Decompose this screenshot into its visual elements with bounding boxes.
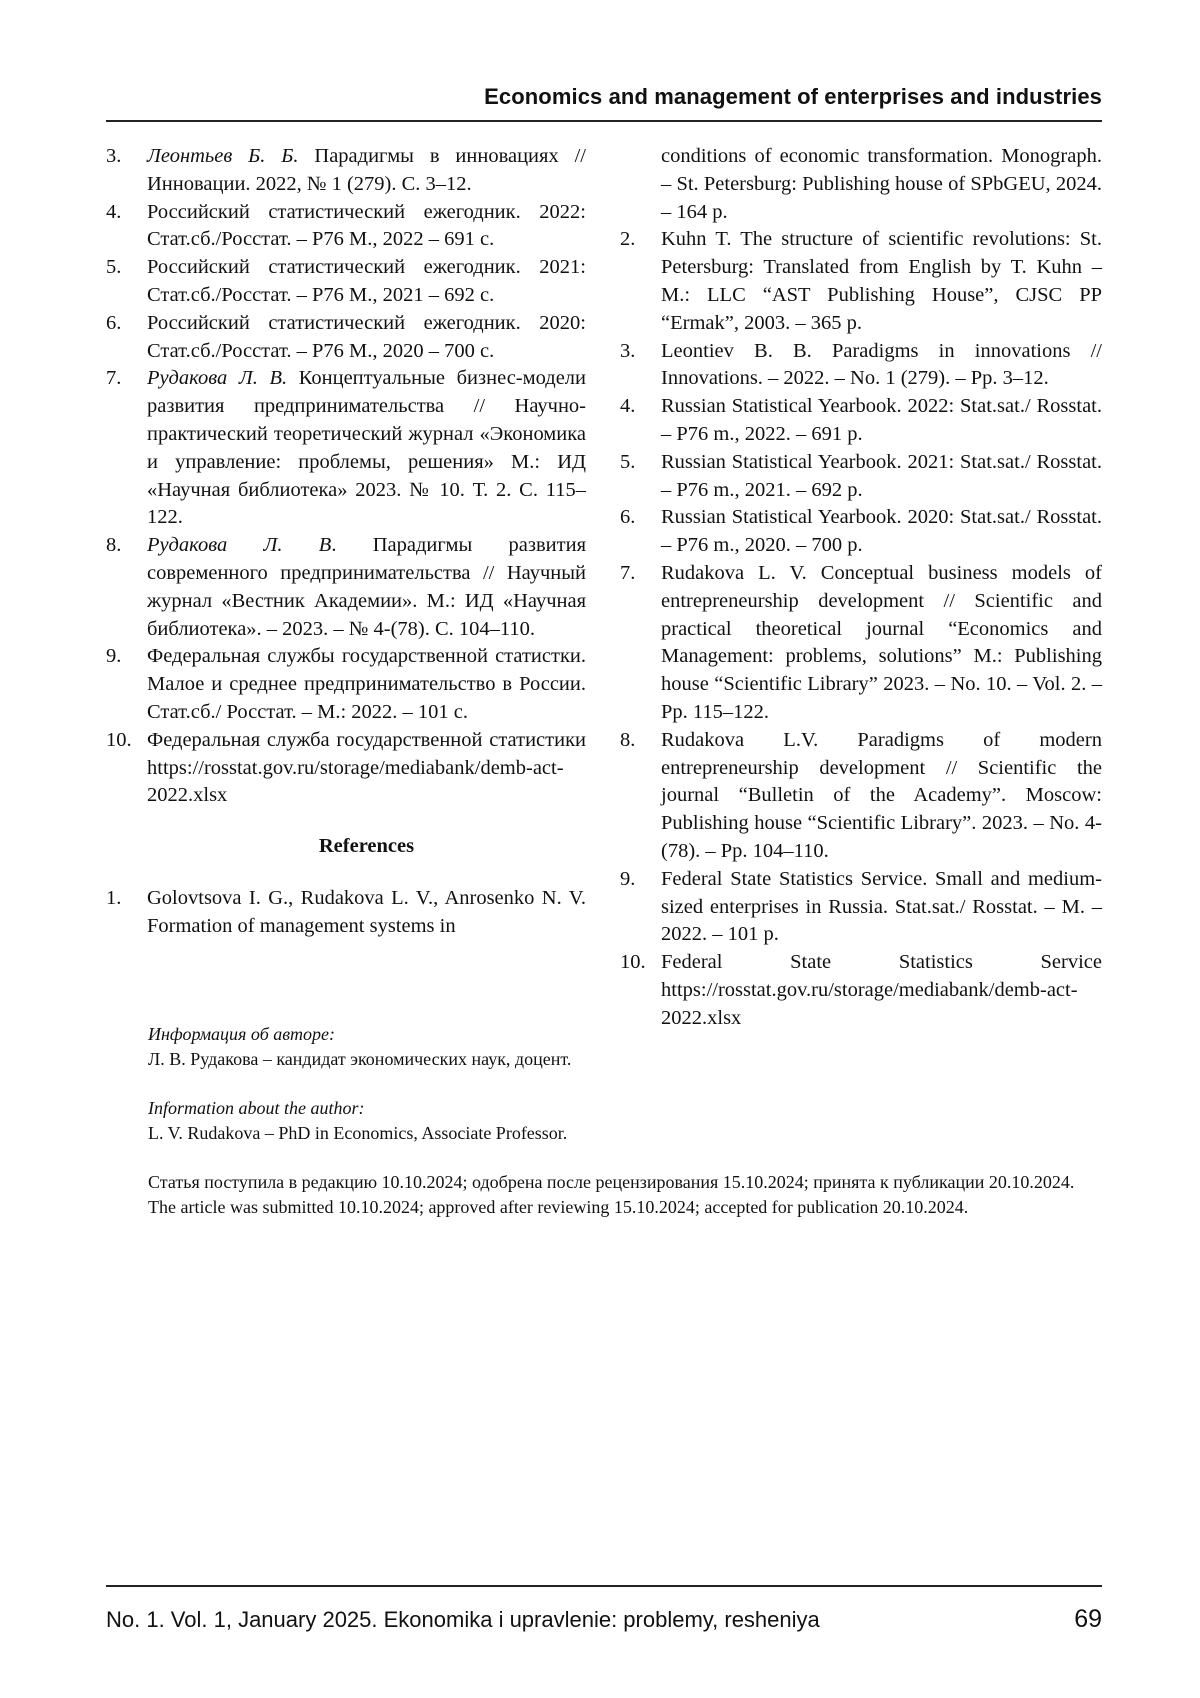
reference-text: Российский статистический ежегодник. 2022: Стат.сб./Росстат. – Р76 М., 2022 – 691 с. <box>147 201 586 251</box>
russian-reference-item <box>106 365 586 532</box>
russian-reference-item <box>106 254 586 310</box>
issue-info: No. 1. Vol. 1, January 2025. Ekonomika i upravlenie: problemy, resheniya <box>106 1607 820 1633</box>
reference-number: 5. <box>106 254 121 282</box>
reference-text: conditions of economic transformation. Monograph. – St. Petersburg: Publishing house of SPbGEU, 2024. – 164 p. <box>661 145 1102 223</box>
reference-text: Golovtsova I. G., Rudakova L. V., Anrosenko N. V. Formation of management systems in <box>147 887 586 937</box>
running-header <box>106 82 1102 122</box>
reference-number: 5. <box>620 449 635 477</box>
english-reference-item <box>620 226 1102 337</box>
reference-number: 3. <box>620 338 635 366</box>
reference-number: 3. <box>106 143 121 171</box>
reference-text: Rudakova L. V. Conceptual business models of entrepreneurship development // Scientific and practical theoretical journal “Economics and Management: problems, solutions” M.: Publishing house “Scientific Library” 2023. – No. 10. – Vol. 2. – Pp. 115–122. <box>661 562 1102 723</box>
reference-number: 1. <box>106 885 121 913</box>
article-dates-russian: Статья поступила в редакцию 10.10.2024; одобрена после рецензирования 15.10.2024; принята к публикации 20.10.2024. <box>148 1170 1102 1195</box>
english-reference-item <box>106 885 586 941</box>
reference-number: 7. <box>106 365 121 393</box>
journal-section-title: Economics and management of enterprises and industries <box>484 84 1102 110</box>
english-reference-item <box>620 449 1102 505</box>
running-footer <box>106 1585 1102 1641</box>
reference-author: Рудакова Л. В. <box>147 367 287 389</box>
author-info-label: Information about the author: <box>148 1096 1102 1121</box>
reference-number: 9. <box>620 866 635 894</box>
english-reference-item <box>620 727 1102 866</box>
references-heading: References <box>106 833 586 861</box>
reference-text: Федеральная служба государственной статистики https://rosstat.gov.ru/storage/mediabank/demb-act-2022.xlsx <box>147 729 586 807</box>
left-column <box>106 143 586 941</box>
english-reference-item <box>620 866 1102 949</box>
english-reference-item <box>620 393 1102 449</box>
russian-reference-item <box>106 310 586 366</box>
reference-text: Federal State Statistics Service https://rosstat.gov.ru/storage/mediabank/demb-act-2022.xlsx <box>661 951 1102 1029</box>
english-reference-item <box>620 338 1102 394</box>
reference-text: Парадигмы в инновациях // Инновации. 2022, № 1 (279). С. 3–12. <box>147 145 586 195</box>
english-reference-continuation <box>620 143 1102 226</box>
reference-number: 6. <box>620 504 635 532</box>
reference-text: Russian Statistical Yearbook. 2022: Stat.sat./ Rosstat. – P76 m., 2022. – 691 p. <box>661 395 1102 445</box>
reference-text: Russian Statistical Yearbook. 2021: Stat.sat./ Rosstat. – P76 m., 2021. – 692 p. <box>661 451 1102 501</box>
russian-reference-item <box>106 727 586 810</box>
right-column <box>620 143 1102 1033</box>
author-info-text: L. V. Rudakova – PhD in Economics, Associate Professor. <box>148 1121 1102 1146</box>
reference-text: Kuhn T. The structure of scientific revolutions: St. Petersburg: Translated from English by T. Kuhn – M.: LLC “AST Publishing House”, CJSC PP “Ermak”, 2003. – 365 p. <box>661 228 1102 333</box>
russian-reference-item <box>106 532 586 643</box>
reference-text: Российский статистический ежегодник. 2021: Стат.сб./Росстат. – Р76 М., 2021 – 692 с. <box>147 256 586 306</box>
russian-reference-item <box>106 199 586 255</box>
page-number: 69 <box>1074 1605 1102 1634</box>
article-dates-english: The article was submitted 10.10.2024; approved after reviewing 15.10.2024; accepted for publication 20.10.2024. <box>148 1195 1102 1220</box>
english-reference-item <box>620 504 1102 560</box>
reference-number: 4. <box>106 199 121 227</box>
article-dates <box>148 1170 1102 1220</box>
reference-text: Концептуальные бизнес-модели развития предпринимательства // Научно-практический теоретический журнал «Экономика и управление: проблемы, решения» М.: ИД «Научная библиотека» 2023. № 10. Т. 2. С. 115–122. <box>147 367 586 528</box>
english-reference-item <box>620 949 1102 1032</box>
russian-reference-item <box>106 143 586 199</box>
author-info-text: Л. В. Рудакова – кандидат экономических наук, доцент. <box>148 1047 1102 1072</box>
reference-number: 10. <box>620 949 646 977</box>
reference-text: Russian Statistical Yearbook. 2020: Stat.sat./ Rosstat. – P76 m., 2020. – 700 p. <box>661 506 1102 556</box>
reference-text: Федеральная службы государственной статистки. Малое и среднее предпринимательство в России. Стат.сб./ Росстат. – М.: 2022. – 101 с. <box>147 645 586 723</box>
reference-number: 2. <box>620 226 635 254</box>
reference-number: 8. <box>106 532 121 560</box>
reference-text: Federal State Statistics Service. Small and medium-sized enterprises in Russia. Stat.sat./ Rosstat. – M. – 2022. – 101 p. <box>661 868 1102 946</box>
author-info-label: Информация об авторе: <box>148 1022 1102 1047</box>
reference-number: 10. <box>106 727 132 755</box>
reference-number: 6. <box>106 310 121 338</box>
reference-text: . Парадигмы развития современного предпринимательства // Научный журнал «Вестник Академии». М.: ИД «Научная библиотека». – 2023. – № 4-(78). С. 104–110. <box>147 534 586 639</box>
reference-number: 7. <box>620 560 635 588</box>
english-reference-item <box>620 560 1102 727</box>
reference-number: 8. <box>620 727 635 755</box>
reference-number: 4. <box>620 393 635 421</box>
reference-text: Leontiev B. B. Paradigms in innovations // Innovations. – 2022. – No. 1 (279). – Pp. 3–12. <box>661 340 1102 390</box>
reference-author: Леонтьев Б. Б. <box>147 145 299 167</box>
reference-number: 9. <box>106 643 121 671</box>
russian-reference-item <box>106 643 586 726</box>
reference-text: Российский статистический ежегодник. 2020: Стат.сб./Росстат. – Р76 М., 2020 – 700 с. <box>147 312 586 362</box>
author-info-russian <box>148 1022 1102 1072</box>
author-info-english <box>148 1096 1102 1146</box>
reference-author: Рудакова Л. В <box>147 534 331 556</box>
reference-text: Rudakova L.V. Paradigms of modern entrepreneurship development // Scientific the journal “Bulletin of the Academy”. Moscow: Publishing house “Scientific Library”. 2023. – No. 4-(78). – Pp. 104–110. <box>661 729 1102 862</box>
